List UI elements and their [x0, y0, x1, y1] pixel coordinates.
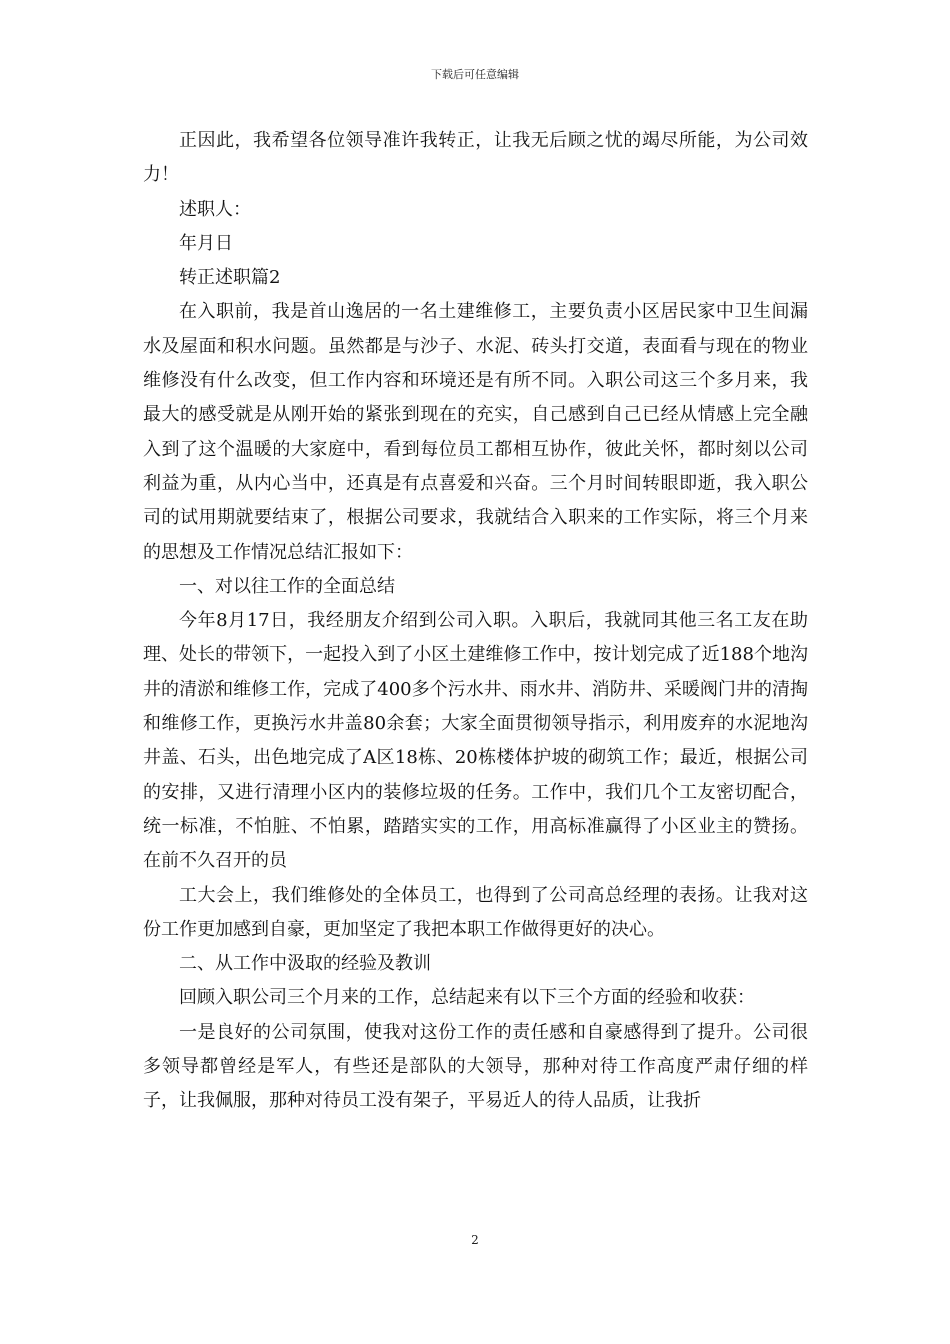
section-heading: 二、从工作中汲取的经验及教训	[179, 953, 431, 975]
date-label: 年月日	[179, 232, 233, 254]
section-title: 转正述职篇2	[179, 267, 281, 289]
paragraph: 回顾入职公司三个月来的工作，总结起来有以下三个方面的经验和收获：	[179, 987, 755, 1009]
paragraph: 工大会上，我们维修处的全体员工，也得到了公司高总经理的表扬。让我对这份工作更加感到自豪，更加坚定了我把本职工作做得更好的决心。	[143, 884, 808, 940]
page-header: 下载后可任意编辑	[431, 68, 519, 81]
signature-label: 述职人：	[179, 198, 251, 220]
page-number: 2	[471, 1233, 479, 1247]
paragraph: 今年8月17日，我经朋友介绍到公司入职。入职后，我就同其他三名工友在助理、处长的带领下，一起投入到了小区土建维修工作中，按计划完成了近188个地沟井的清淤和维修工作，完成了400多个污水井、雨水井、消防井、采暖阀门井的清掏和维修工作，更换污水井盖80余套；大家全面贯彻领导指示，利用废弃的水泥地沟井盖、石头，出色地完成了A区18栋、20栋楼体护坡的砌筑工作；最近，根据公司的安排，又进行清理小区内的装修垃圾的任务。工作中，我们几个工友密切配合，统一标准，不怕脏、不怕累，踏踏实实的工作，用高标准赢得了小区业主的赞扬。在前不久召开的员	[143, 610, 808, 872]
paragraph: 一是良好的公司氛围，使我对这份工作的责任感和自豪感得到了提升。公司很多领导都曾经是军人，有些还是部队的大领导，那种对待工作高度严肃仔细的样子，让我佩服，那种对待员工没有架子，平易近人的待人品质，让我折	[143, 1021, 808, 1112]
paragraph: 在入职前，我是首山逸居的一名土建维修工，主要负责小区居民家中卫生间漏水及屋面和积水问题。虽然都是与沙子、水泥、砖头打交道，表面看与现在的物业维修没有什么改变，但工作内容和环境还是有所不同。入职公司这三个多月来，我最大的感受就是从刚开始的紧张到现在的充实，自己感到自己已经从情感上完全融入到了这个温暖的大家庭中，看到每位员工都相互协作，彼此关怀，都时刻以公司利益为重，从内心当中，还真是有点喜爱和兴奋。三个月时间转眼即逝，我入职公司的试用期就要结束了，根据公司要求，我就结合入职来的工作实际，将三个月来的思想及工作情况总结汇报如下：	[143, 301, 808, 563]
section-heading: 一、对以往工作的全面总结	[179, 575, 395, 597]
paragraph: 正因此，我希望各位领导准许我转正，让我无后顾之忧的竭尽所能，为公司效力！	[143, 130, 808, 186]
document-body	[143, 124, 808, 1119]
